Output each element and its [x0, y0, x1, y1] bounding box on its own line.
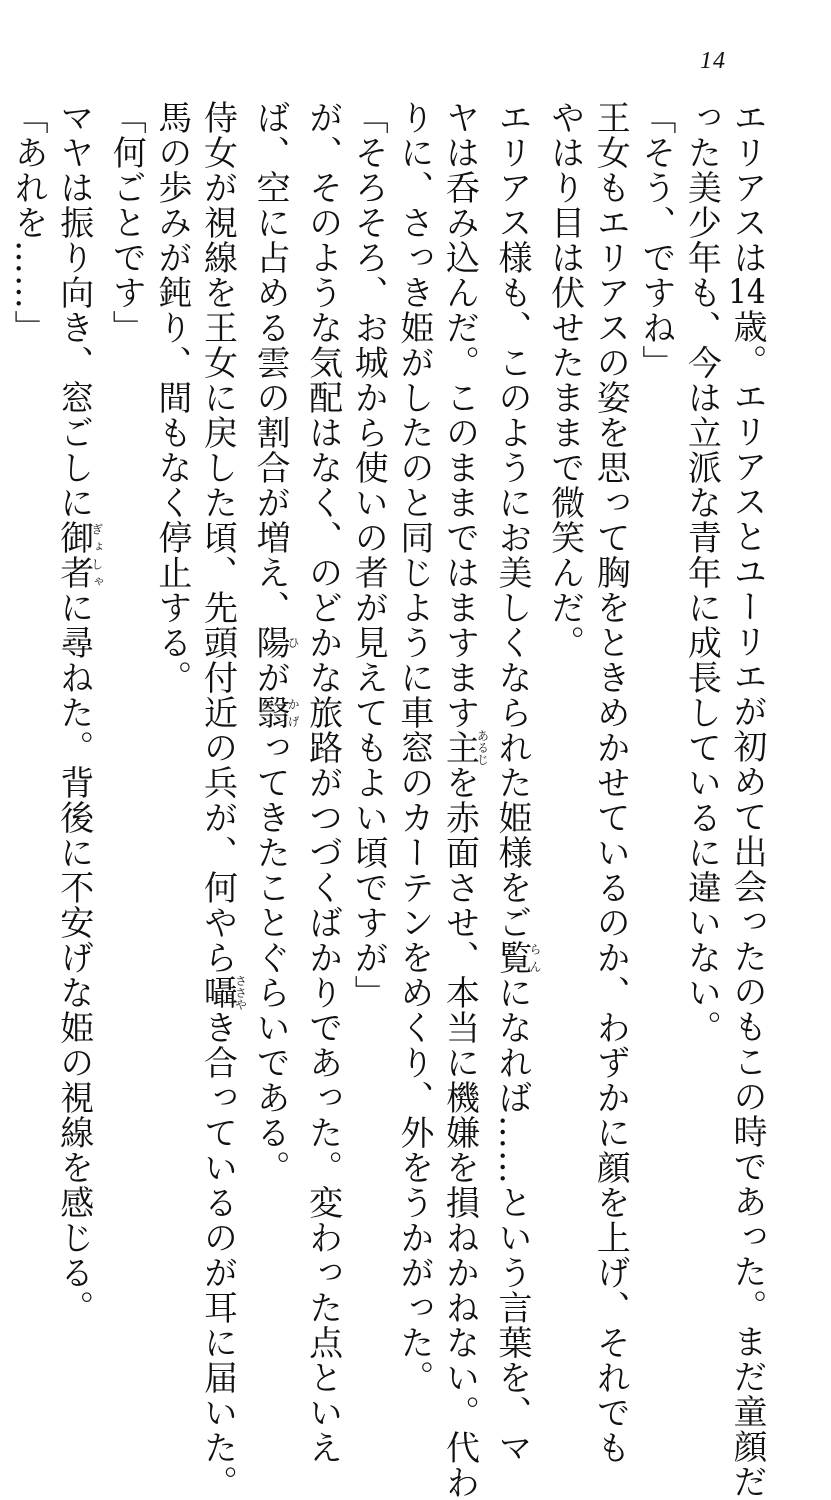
text-line: 「何ごとです」 — [106, 100, 147, 345]
text-line: 侍女が視線を王女に戻した頃、先頭付近の兵が、何やら囁ささやき合っているのが耳に届いた。 — [197, 100, 248, 1500]
text-line: 「そろそろ、お城から使いの者が見えてもよい頃ですが」 — [348, 100, 389, 1010]
text-line: エリアスは14歳。エリアスとユーリエが初めて出会ったのもこの時であった。まだ童顔だ — [727, 100, 767, 1499]
text-line: マヤは振り向き、窓ごしに御者ぎょしゃに尋ねた。背後に不安げな姫の視線を感じる。 — [53, 100, 104, 1325]
text-line: った美少年も、今は立派な青年に成長しているに違いない。 — [681, 100, 722, 1045]
body-text — [5, 100, 770, 1500]
text-line: ヤは呑み込んだ。このままではますます主あるじを赤面させ、本当に機嫌を損ねかねない。代わ — [439, 100, 490, 1500]
page-number: 14 — [700, 48, 726, 74]
text-line: が、そのような気配はなく、のどかな旅路がつづくばかりであった。変わった点といえ — [302, 100, 343, 1465]
text-line: りに、さっき姫がしたのと同じように車窓のカーテンをめくり、外をうかがった。 — [393, 100, 434, 1395]
text-line: 「そう、ですね」 — [635, 100, 676, 380]
text-line: エリアス様も、このようにお美しくなられた姫様をご覧らんになれば……という言葉を、マ — [492, 100, 543, 1465]
text-line: 王女もエリアスの姿を思って胸をときめかせているのか、わずかに顔を上げ、それでも — [590, 100, 631, 1465]
text-line: ば、空に占める雲の割合が増え、陽ひが翳かげってきたことぐらいである。 — [250, 100, 301, 1185]
text-line: やはり目は伏せたままで微笑んだ。 — [544, 100, 585, 660]
text-line: 「あれを……」 — [8, 100, 49, 345]
text-line: 馬の歩みが鈍り、間もなく停止する。 — [151, 100, 192, 695]
